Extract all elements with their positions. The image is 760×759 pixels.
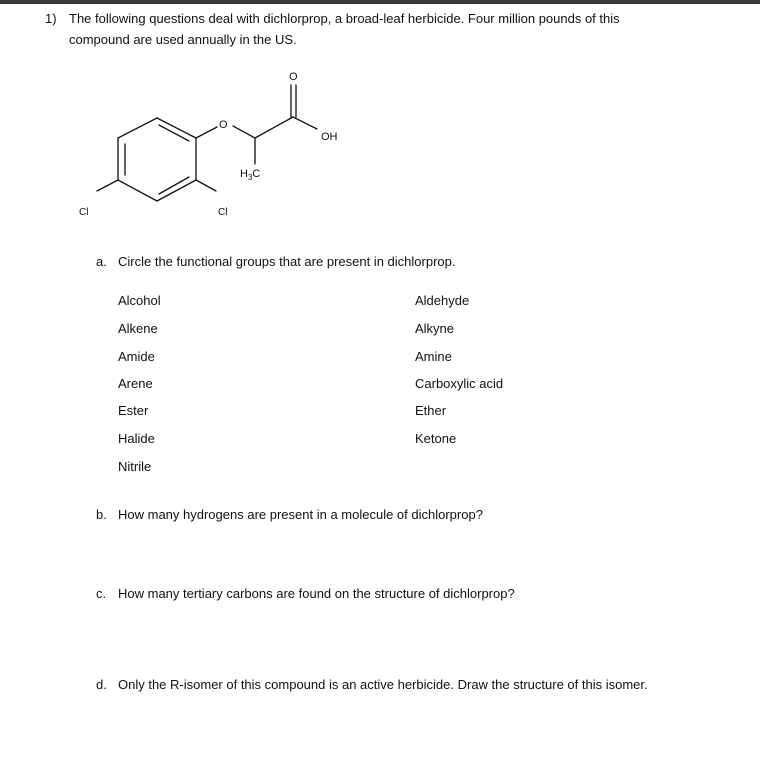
cl-bond xyxy=(97,180,118,191)
hydroxyl-group: OH xyxy=(321,131,338,143)
group-option[interactable]: Carboxylic acid xyxy=(415,376,504,391)
ring-bond xyxy=(157,180,196,201)
group-option[interactable]: Halide xyxy=(118,431,155,446)
ring-bond xyxy=(118,118,157,138)
part-d-text: Only the R-isomer of this compound is an active herbicide. Draw the structure of this isomer. xyxy=(118,677,648,692)
methyl-subscript: 3 xyxy=(247,173,253,182)
question-text-line-2: compound are used annually in the US. xyxy=(69,32,297,47)
part-a-label: a. xyxy=(96,254,107,269)
group-option[interactable]: Arene xyxy=(118,376,153,391)
carbonyl-oxygen-atom: O xyxy=(289,71,298,83)
ether-oxygen-atom: O xyxy=(219,119,228,131)
group-option[interactable]: Ketone xyxy=(415,431,457,446)
chlorine-atom-ortho: Cl xyxy=(218,207,228,218)
ring-to-oxygen-bond xyxy=(196,127,217,138)
group-option[interactable]: Aldehyde xyxy=(415,293,470,308)
ring-bond xyxy=(118,180,157,201)
cl-bond xyxy=(196,180,216,191)
group-option[interactable]: Amine xyxy=(415,349,452,364)
group-option[interactable]: Alcohol xyxy=(118,293,161,308)
part-c-label: c. xyxy=(96,586,107,601)
part-d-label: d. xyxy=(96,677,107,692)
group-option[interactable]: Ester xyxy=(118,403,149,418)
methyl-group-label xyxy=(240,168,260,182)
group-option[interactable]: Ether xyxy=(415,403,447,418)
group-option[interactable]: Alkyne xyxy=(415,321,455,336)
question-number: 1) xyxy=(45,11,57,26)
dichlorprop-structure xyxy=(55,60,375,220)
hydroxyl-bond xyxy=(293,117,317,129)
group-option[interactable]: Nitrile xyxy=(118,459,152,474)
part-a-text: Circle the functional groups that are present in dichlorprop. xyxy=(118,254,456,269)
oxygen-to-carbon-bond xyxy=(233,126,255,138)
group-option[interactable]: Alkene xyxy=(118,321,158,336)
carbon-carbon-bond xyxy=(255,117,293,138)
part-b-text: How many hydrogens are present in a molecule of dichlorprop? xyxy=(118,507,483,522)
methyl-carbon: C xyxy=(252,168,261,180)
methyl-hydrogen: H xyxy=(240,168,248,180)
group-option[interactable]: Amide xyxy=(118,349,155,364)
part-b-label: b. xyxy=(96,507,107,522)
top-border xyxy=(0,0,760,4)
question-text-line-1: The following questions deal with dichlorprop, a broad-leaf herbicide. Four million pounds of this xyxy=(69,11,620,26)
chlorine-atom-para: Cl xyxy=(79,207,89,218)
part-c-text: How many tertiary carbons are found on the structure of dichlorprop? xyxy=(118,586,515,601)
